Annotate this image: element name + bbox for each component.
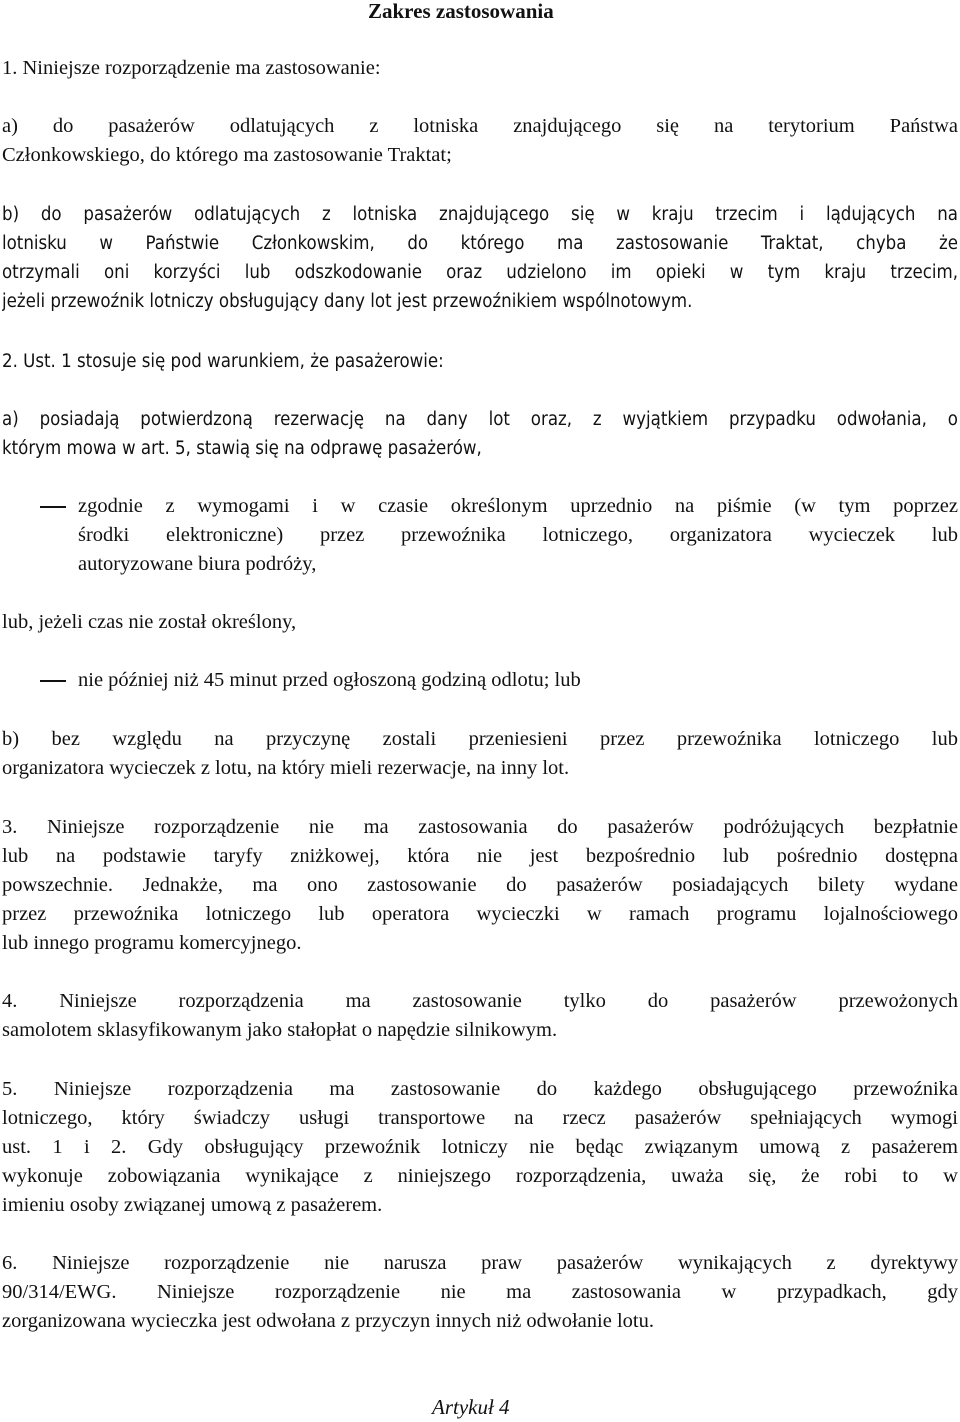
paragraph-1-intro: 1. Niniejsze rozporządzenie ma zastosowanie:: [2, 57, 381, 79]
dash-bullet-icon: [40, 506, 66, 508]
paragraph-2-point-a-line: którym mowa w art. 5, stawią się na odprawę pasażerów,: [2, 438, 482, 459]
paragraph-5-line: ust. 1 i 2. Gdy obsługujący przewoźnik lotniczy nie będąc związanym umową z pasażerem: [2, 1136, 958, 1158]
paragraph-5-line: lotniczego, który świadczy usługi transportowe na rzecz pasażerów spełniających wymogi: [2, 1107, 958, 1129]
paragraph-1-point-b-line: lotnisku w Państwie Członkowskim, do którego ma zastosowanie Traktat, chyba że: [2, 233, 958, 254]
paragraph-1-point-b-line: jeżeli przewoźnik lotniczy obsługujący dany lot jest przewoźnikiem wspólnotowym.: [2, 291, 693, 312]
paragraph-5-line: wykonuje zobowiązania wynikające z niniejszego rozporządzenia, uważa się, że robi to w: [2, 1165, 958, 1187]
paragraph-1-point-b-line: otrzymali oni korzyści lub odszkodowanie oraz udzielono im opieki w tym kraju trzecim,: [2, 262, 958, 283]
paragraph-2-point-b-line: b) bez względu na przyczynę zostali przeniesieni przez przewoźnika lotniczego lub: [2, 728, 958, 750]
paragraph-2-point-b-line: organizatora wycieczek z lotu, na który mieli rezerwacje, na inny lot.: [2, 757, 570, 779]
paragraph-1-point-b-line: b) do pasażerów odlatujących z lotniska znajdującego się w kraju trzecim i lądujących na: [2, 204, 958, 225]
paragraph-1-point-a-line: Członkowskiego, do którego ma zastosowanie Traktat;: [2, 144, 452, 166]
dash-item-line: zgodnie z wymogami i w czasie określonym uprzednio na piśmie (w tym poprzez: [78, 495, 958, 517]
paragraph-6-line: zorganizowana wycieczka jest odwołana z przyczyn innych niż odwołanie lotu.: [2, 1310, 654, 1332]
paragraph-2-point-a-line: a) posiadają potwierdzoną rezerwację na dany lot oraz, z wyjątkiem przypadku odwołania, o: [2, 409, 958, 430]
paragraph-3-line: lub na podstawie taryfy zniżkowej, która nie jest bezpośrednio lub pośrednio dostępna: [2, 845, 958, 867]
section-title: Zakres zastosowania: [368, 0, 554, 23]
paragraph-3-line: powszechnie. Jednakże, ma ono zastosowanie do pasażerów posiadających bilety wydane: [2, 874, 958, 896]
next-article-heading: Artykuł 4: [432, 1395, 510, 1419]
paragraph-5-line: imieniu osoby związanej umową z pasażerem.: [2, 1194, 383, 1216]
paragraph-3-line: 3. Niniejsze rozporządzenie nie ma zastosowania do pasażerów podróżujących bezpłatnie: [2, 816, 958, 838]
paragraph-2-or-line: lub, jeżeli czas nie został określony,: [2, 611, 297, 633]
dash-item-line: środki elektroniczne) przez przewoźnika lotniczego, organizatora wycieczek lub: [78, 524, 958, 546]
paragraph-3-line: przez przewoźnika lotniczego lub operatora wycieczki w ramach programu lojalnościowego: [2, 903, 958, 925]
paragraph-6-line: 6. Niniejsze rozporządzenie nie narusza praw pasażerów wynikających z dyrektywy: [2, 1252, 958, 1274]
dash-bullet-icon: [40, 680, 66, 682]
dash-item-line: autoryzowane biura podróży,: [78, 553, 317, 575]
paragraph-5-line: 5. Niniejsze rozporządzenia ma zastosowanie do każdego obsługującego przewoźnika: [2, 1078, 958, 1100]
paragraph-6-line: 90/314/EWG. Niniejsze rozporządzenie nie ma zastosowania w przypadkach, gdy: [2, 1281, 958, 1303]
paragraph-2-intro: 2. Ust. 1 stosuje się pod warunkiem, że pasażerowie:: [2, 351, 444, 372]
paragraph-3-line: lub innego programu komercyjnego.: [2, 932, 302, 954]
paragraph-1-point-a-line: a) do pasażerów odlatujących z lotniska znajdującego się na terytorium Państwa: [2, 115, 958, 137]
paragraph-2-dash-item-2: nie później niż 45 minut przed ogłoszoną godziną odlotu; lub: [78, 669, 581, 691]
paragraph-4-line: 4. Niniejsze rozporządzenia ma zastosowanie tylko do pasażerów przewożonych: [2, 990, 958, 1012]
paragraph-4-line: samolotem sklasyfikowanym jako stałopłat o napędzie silnikowym.: [2, 1019, 558, 1041]
